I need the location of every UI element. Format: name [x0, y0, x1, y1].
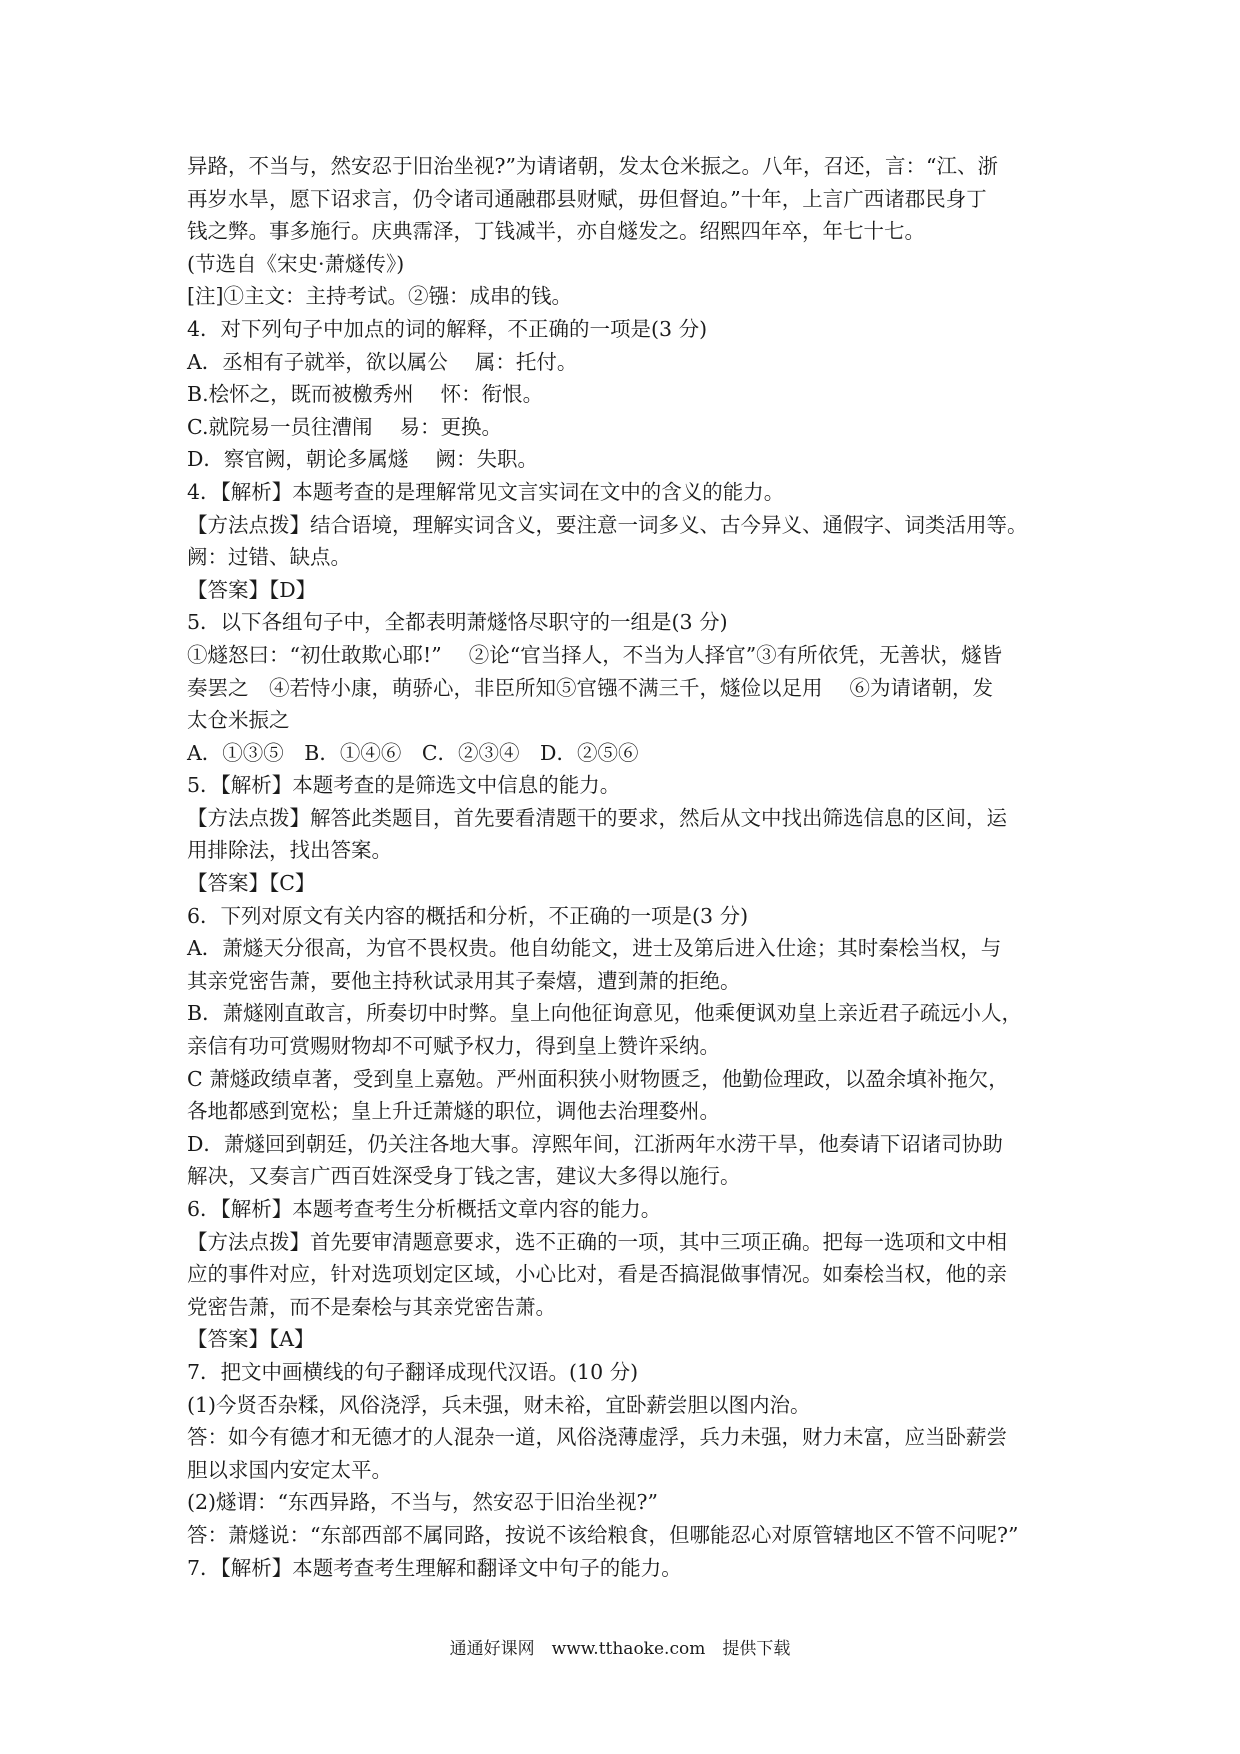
- document-body: [187, 150, 1057, 1584]
- answer: 【答案】【D】: [187, 577, 317, 602]
- method-tip: 【方法点拨】解答此类题目，首先要看清题干的要求，然后从文中找出筛选信息的区间，运: [187, 805, 1007, 830]
- text-line: 应的事件对应，针对选项划定区域，小心比对，看是否搞混做事情况。如秦桧当权，他的亲: [187, 1262, 1007, 1287]
- options-row: A．①③⑤ B．①④⑥ C．②③④ D．②⑤⑥: [187, 740, 639, 765]
- option-d: D．萧燧回到朝廷，仍关注各地大事。淳熙年间，江浙两年水涝干旱，他奏请下诏诸司协助: [187, 1131, 1003, 1156]
- answer: 【答案】【A】: [187, 1327, 315, 1352]
- text-line: 解决，又奏言广西百姓深受身丁钱之害，建议大多得以施行。: [187, 1164, 741, 1189]
- page-footer: 通通好课网 www.tthaoke.com 提供下载: [449, 1639, 791, 1659]
- annotation-note: [注]①主文：主持考试。②镪：成串的钱。: [187, 284, 572, 309]
- text-line: ①燧怒曰：“初仕敢欺心耶!” ②论“官当择人，不当为人择官”③有所依凭，无善状，燧皆: [187, 642, 1003, 667]
- analysis: 5．【解析】本题考查的是筛选文中信息的能力。: [187, 773, 621, 798]
- method-tip: 【方法点拨】首先要审清题意要求，选不正确的一项，其中三项正确。把每一选项和文中相: [187, 1229, 1007, 1254]
- question-4: 4．对下列句子中加点的词的解释，不正确的一项是(3 分): [187, 316, 708, 341]
- option-b: B.桧怀之，既而被檄秀州 怀：衔恨。: [187, 382, 544, 407]
- text-line: 其亲党密告萧，要他主持秋试录用其子秦熺，遭到萧的拒绝。: [187, 968, 741, 993]
- text-line: 再岁水旱，愿下诏求言，仍令诸司通融郡县财赋，毋但督迫。”十年，上言广西诸郡民身丁: [187, 186, 987, 211]
- method-tip: 【方法点拨】结合语境，理解实词含义，要注意一词多义、古今异义、通假字、词类活用等。: [187, 512, 1028, 537]
- text-line: 各地都感到宽松；皇上升迁萧燧的职位，调他去治理婺州。: [187, 1099, 720, 1124]
- text-line: 阙：过错、缺点。: [187, 545, 351, 570]
- text-line: 异路，不当与，然安忍于旧治坐视?”为请诸朝，发太仓米振之。八年，召还，言：“江、浙: [187, 154, 998, 178]
- source-citation: (节选自《宋史·萧燧传》): [187, 251, 405, 276]
- option-d: D．察官阙，朝论多属燧 阙：失职。: [187, 447, 538, 472]
- translation-2: 答：萧燧说：“东部西部不属同路，按说不该给粮食，但哪能忍心对原管辖地区不管不问呢?”: [187, 1522, 1019, 1547]
- analysis: 7．【解析】本题考查考生理解和翻译文中句子的能力。: [187, 1555, 682, 1580]
- analysis: 6．【解析】本题考查考生分析概括文章内容的能力。: [187, 1197, 662, 1221]
- question-6: 6．下列对原文有关内容的概括和分析，不正确的一项是(3 分): [187, 903, 749, 928]
- sentence-1: (1)今贤否杂糅，风俗浇浮，兵未强，财未裕，宜卧薪尝胆以图内治。: [187, 1392, 811, 1417]
- text-line: 亲信有功可赏赐财物却不可赋予权力，得到皇上赞许采纳。: [187, 1034, 720, 1059]
- translation-1: 答：如今有德才和无德才的人混杂一道，风俗浇薄虚浮，兵力未强，财力未富，应当卧薪尝: [187, 1425, 1007, 1450]
- option-a: A．萧燧天分很高，为官不畏权贵。他自幼能文，进士及第后进入仕途；其时秦桧当权，与: [187, 936, 1002, 961]
- option-b: B．萧燧刚直敢言，所奏切中时弊。皇上向他征询意见，他乘便讽劝皇上亲近君子疏远小人，: [187, 1001, 1023, 1026]
- analysis: 4．【解析】本题考查的是理解常见文言实词在文中的含义的能力。: [187, 479, 785, 504]
- text-line: 奏罢之 ④若恃小康，萌骄心，非臣所知⑤官镪不满三千，燧俭以足用 ⑥为请诸朝，发: [187, 675, 994, 700]
- question-7: 7．把文中画横线的句子翻译成现代汉语。(10 分): [187, 1359, 639, 1384]
- text-line: 胆以求国内安定太平。: [187, 1457, 392, 1482]
- question-5: 5．以下各组句子中，全都表明萧燧恪尽职守的一组是(3 分): [187, 610, 728, 635]
- option-c: C.就院易一员往漕闱 易：更换。: [187, 414, 502, 439]
- sentence-2: (2)燧谓：“东西异路，不当与，然安忍于旧治坐视?”: [187, 1490, 658, 1515]
- text-line: 用排除法，找出答案。: [187, 838, 392, 863]
- text-line: 党密告萧，而不是秦桧与其亲党密告萧。: [187, 1294, 556, 1319]
- option-a: A．丞相有子就举，欲以属公 属：托付。: [187, 349, 578, 374]
- option-c: C 萧燧政绩卓著，受到皇上嘉勉。严州面积狭小财物匮乏，他勤俭理政，以盈余填补拖欠，: [187, 1066, 1009, 1091]
- text-line: 太仓米振之: [187, 708, 290, 733]
- text-line: 钱之弊。事多施行。庆典霈泽，丁钱减半，亦自燧发之。绍熙四年卒，年七十七。: [187, 219, 925, 244]
- answer: 【答案】【C】: [187, 871, 316, 896]
